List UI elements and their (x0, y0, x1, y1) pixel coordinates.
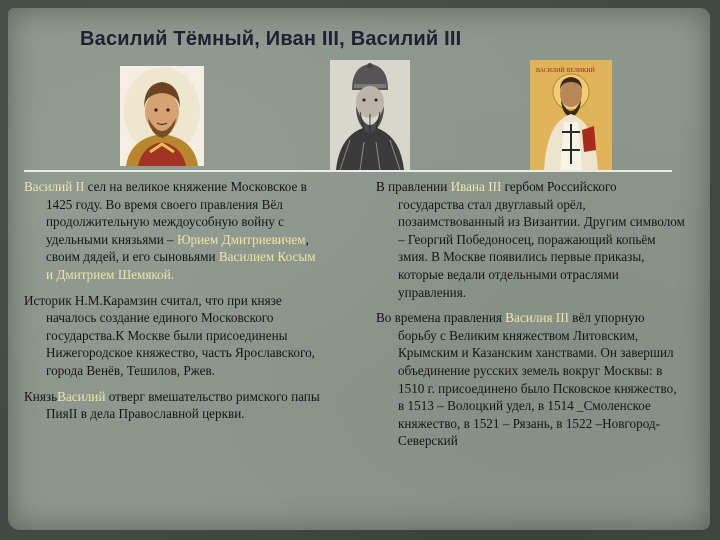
icon-caption: ВАСИЛИЙ ВЕЛИКИЙ (536, 68, 595, 74)
text-segment: отверг вмешательство римского папы ПияII в дела Православной церкви. (46, 388, 320, 422)
text-segment: Во времена правления (376, 310, 506, 326)
divider-line (24, 170, 672, 172)
text-segment: гербом Российского государства стал двуглавый орёл, позаимствованный из Византии. Другим символом – Георгий Победоносец, поражающий копьём змия. В Москве появились первые приказы, которые ведали отдельными отраслями управления. (398, 179, 685, 300)
portrait-vasily-iii (530, 60, 612, 172)
right-column (376, 178, 686, 450)
text-segment: Князь (24, 388, 58, 404)
left-column (24, 178, 324, 423)
highlight-vasily-iii: Василия III (505, 310, 569, 326)
slide-title: Василий Тёмный, Иван III, Василий III (80, 28, 462, 50)
text-segment: , своим дядей, и его сыновьями (46, 231, 309, 265)
highlight-yuri: Юрием Дмитриевичем (176, 231, 306, 247)
text-segment: сел на великое княжение Московское в 1425 году. Во время своего правления Вёл продолжительную междоусобную войну с удельными князьями – (46, 179, 307, 247)
right-paragraph-vasily-iii (376, 309, 686, 450)
highlight-vasily-kosoy-shemyaka: Василием Косым и Дмитрием Шемякой. (46, 249, 316, 282)
left-paragraph-karamzin: Историк Н.М.Карамзин считал, что при князе началось создание единого Московского государства.К Москве были присоединены Нижегородское княжество, часть Ярославского, города Венёв, Тешилов, Ржев. (24, 292, 315, 378)
text-segment: вёл упорную борьбу с Великим княжеством Литовским, Крымским и Казанским ханствами. Он завершил объединение русских земель вокруг Москвы: в 1510 г. присоединено было Псковское княжество, в 1513 – Волоцкий удел, в 1514 _Смоленское княжество, в 1521 – Рязань, в 1522 –Новгород-Северский (398, 310, 677, 449)
right-paragraph-ivan-iii (376, 178, 686, 301)
text-segment: В правлении (376, 179, 451, 194)
portrait-ivan-iii (330, 60, 410, 170)
highlight-vasily-ii: Василий II (24, 179, 85, 194)
highlight-ivan-iii: Ивана III (450, 179, 502, 194)
portrait-vasily-ii (120, 66, 204, 166)
left-paragraph-vasily-ii (24, 178, 324, 284)
left-paragraph-pope (24, 388, 324, 423)
highlight-vasily: Василий (57, 388, 106, 404)
